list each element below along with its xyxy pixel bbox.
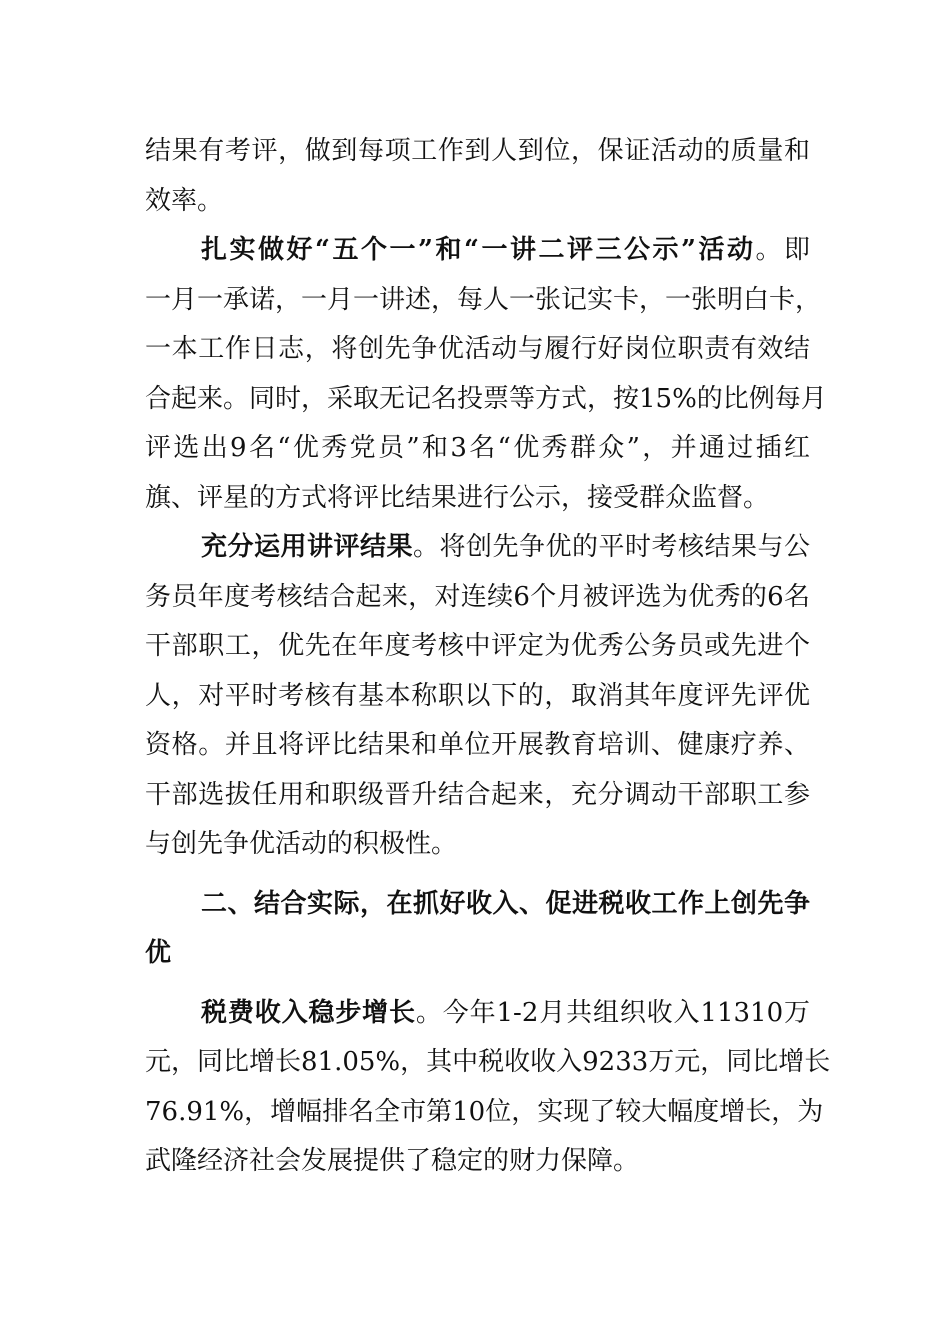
text-run: 干部职工，优先在年度考核中评定为优秀公务员或先进个 <box>145 631 810 661</box>
text-line <box>145 127 810 177</box>
spacer <box>145 870 810 880</box>
section-heading-line <box>145 929 810 979</box>
paragraph-heading: 税费收入稳步增长 <box>201 997 416 1028</box>
text-run: 76.91%，增幅排名全市第10位，实现了较大幅度增长，为 <box>145 1096 824 1127</box>
heading-text: 二、结合实际，在抓好收入、促进税收工作上创先争 <box>201 888 810 919</box>
paragraph-continuation <box>145 127 810 226</box>
text-run: 合起来。同时，采取无记名投票等方式，按15%的比例每月 <box>145 383 827 414</box>
text-line <box>145 177 810 227</box>
text-run: 效率。 <box>145 185 224 216</box>
text-line <box>145 1088 824 1138</box>
text-line <box>145 771 810 821</box>
text-run: 务员年度考核结合起来，对连续6个月被评选为优秀的6名 <box>145 581 810 612</box>
text-run: 资格。并且将评比结果和单位开展教育培训、健康疗养、 <box>145 730 810 760</box>
text-line <box>145 1137 810 1187</box>
text-run: 。即 <box>755 235 810 265</box>
text-run: 武隆经济社会发展提供了稳定的财力保障。 <box>145 1146 640 1176</box>
text-run: 。将创先争优的平时考核结果与公 <box>413 532 810 562</box>
text-line <box>145 375 827 425</box>
text-run: 旗、评星的方式将评比结果进行公示，接受群众监督。 <box>145 482 770 513</box>
text-line <box>145 325 810 375</box>
text-line <box>145 989 810 1039</box>
text-run: 与创先争优活动的积极性。 <box>145 829 458 859</box>
heading-text: 优 <box>145 938 172 968</box>
paragraph-heading: 充分运用讲评结果 <box>201 532 413 562</box>
text-run: 结果有考评，做到每项工作到人到位，保证活动的质量和 <box>145 136 810 166</box>
text-run: 一月一承诺，一月一讲述，每人一张记实卡，一张明白卡， <box>145 284 822 315</box>
text-line <box>145 276 822 326</box>
text-line <box>145 672 810 722</box>
text-run: 干部选拔任用和职级晋升结合起来，充分调动干部职工参 <box>145 779 810 810</box>
text-line <box>145 622 810 672</box>
text-line <box>145 226 810 276</box>
spacer <box>145 979 810 989</box>
section-heading-line <box>145 880 810 930</box>
text-line <box>145 721 810 771</box>
text-line <box>145 820 810 870</box>
text-line <box>145 573 810 623</box>
text-line <box>145 424 810 474</box>
paragraph-heading: 扎实做好“五个一”和“一讲二评三公示”活动 <box>201 235 756 265</box>
paragraph-tax-revenue <box>145 989 831 1187</box>
text-run: 。今年1-2月共组织收入11310万 <box>415 997 810 1028</box>
text-line <box>145 474 810 524</box>
text-line <box>145 1038 831 1088</box>
paragraph-five-ones <box>145 226 827 523</box>
section-heading <box>145 880 810 979</box>
text-run: 元，同比增长81.05%，其中税收收入9233万元，同比增长 <box>145 1047 831 1077</box>
text-line <box>145 523 810 573</box>
paragraph-evaluation-results <box>145 523 810 870</box>
text-run: 评选出9名“优秀党员”和3名“优秀群众”，并通过插红 <box>145 433 810 463</box>
text-run: 人，对平时考核有基本称职以下的，取消其年度评先评优 <box>145 680 810 711</box>
text-run: 一本工作日志，将创先争优活动与履行好岗位职责有效结 <box>145 334 810 364</box>
